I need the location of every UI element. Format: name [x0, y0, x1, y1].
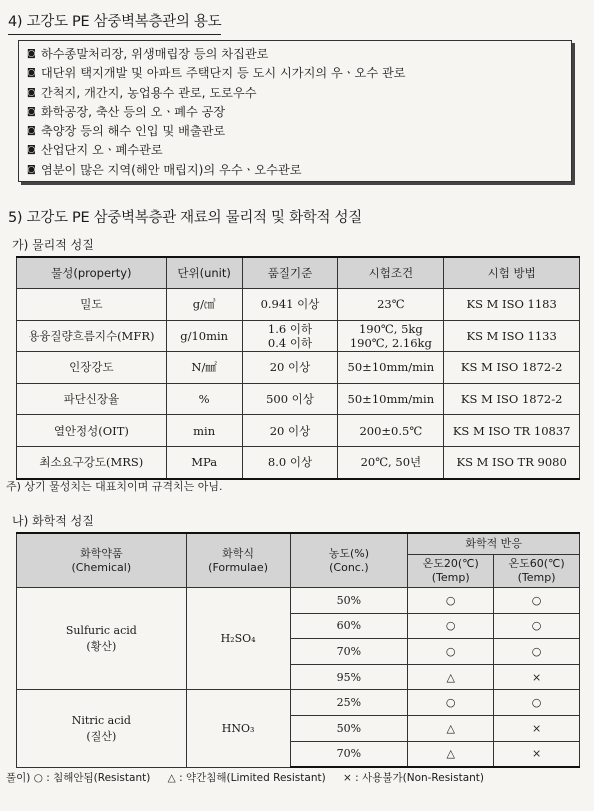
table-cell: 인장강도: [17, 352, 167, 384]
usage-item: [27, 161, 563, 180]
table-cell: 20℃, 50년: [338, 446, 444, 478]
temp20-cell: △: [408, 741, 494, 767]
table-header-row: [17, 257, 580, 289]
chemical-name-cell: Sulfuric acid (황산): [17, 588, 187, 690]
table-cell: KS M ISO 1183: [444, 289, 580, 321]
usage-item: [27, 45, 563, 64]
table-row: [17, 352, 580, 384]
table-row: [17, 383, 580, 415]
table-cell: min: [166, 415, 242, 447]
temp20-cell: △: [408, 664, 494, 690]
table-cell: 500 이상: [242, 383, 338, 415]
section4-title: [8, 10, 221, 31]
usage-item-text: 대단위 택지개발 및 아파트 주택단지 등 도시 시가지의 우ㆍ오수 관로: [41, 66, 406, 81]
temp60-cell: ○: [494, 588, 580, 614]
usage-item-text: 간척지, 개간지, 농업용수 관로, 도로우수: [41, 85, 257, 100]
table-cell: 50±10mm/min: [338, 352, 444, 384]
table-row: [17, 690, 580, 716]
temp60-cell: ×: [494, 741, 580, 767]
header-chemical: 화학약품 (Chemical): [17, 533, 187, 588]
table-cell: KS M ISO 1872-2: [444, 352, 580, 384]
header-cell: 시험 방법: [444, 257, 580, 289]
temp20-cell: ○: [408, 613, 494, 639]
table-cell: g/10min: [166, 320, 242, 352]
chemical-subtitle: 나) 화학적 성질: [12, 514, 94, 528]
header-cell: 품질기준: [242, 257, 338, 289]
legend: [6, 770, 498, 785]
bullet-icon: ◙: [27, 68, 36, 79]
header-temp60: 온도60(℃) (Temp): [494, 555, 580, 588]
table-cell: 열안정성(OIT): [17, 415, 167, 447]
table-row: [17, 446, 580, 478]
header-cell: 단위(unit): [166, 257, 242, 289]
concentration-cell: 70%: [290, 639, 408, 665]
table-cell: 파단신장율: [17, 383, 167, 415]
table-cell: N/㎟: [166, 352, 242, 384]
table-cell: %: [166, 383, 242, 415]
table-header-row: [17, 533, 580, 555]
table-cell: g/㎤: [166, 289, 242, 321]
table-cell: 밀도: [17, 289, 167, 321]
table-cell: KS M ISO 1133: [444, 320, 580, 352]
temp20-cell: ○: [408, 639, 494, 665]
concentration-cell: 50%: [290, 715, 408, 741]
concentration-cell: 95%: [290, 664, 408, 690]
table-cell: 200±0.5℃: [338, 415, 444, 447]
chemical-properties-table: [16, 532, 580, 768]
bullet-icon: ◙: [27, 87, 36, 98]
usage-item-text: 화학공장, 축산 등의 오ㆍ폐수 공장: [41, 105, 226, 120]
temp60-cell: ○: [494, 690, 580, 716]
concentration-cell: 60%: [290, 613, 408, 639]
table-cell: KS M ISO TR 9080: [444, 446, 580, 478]
header-cell: 물성(property): [17, 257, 167, 289]
bullet-icon: ◙: [27, 164, 36, 175]
table-cell: 1.6 이하 0.4 이하: [242, 320, 338, 352]
temp20-cell: ○: [408, 690, 494, 716]
temp60-cell: ×: [494, 715, 580, 741]
table-row: [17, 320, 580, 352]
header-formula: 화학식 (Formulae): [186, 533, 290, 588]
temp20-cell: ○: [408, 588, 494, 614]
concentration-cell: 25%: [290, 690, 408, 716]
table-row: [17, 415, 580, 447]
bullet-icon: ◙: [27, 126, 36, 137]
usage-box: [18, 40, 572, 182]
chemical-table-body: [17, 588, 580, 768]
usage-item-text: 염분이 많은 지역(해안 매립지)의 우수ㆍ오수관로: [41, 162, 302, 177]
table-cell: KS M ISO 1872-2: [444, 383, 580, 415]
physical-table-body: [17, 289, 580, 479]
header-cell: 시험조건: [338, 257, 444, 289]
temp60-cell: ○: [494, 613, 580, 639]
section4-title-text: 4) 고강도 PE 삼중벽복층관의 용도: [8, 14, 222, 30]
table-cell: MPa: [166, 446, 242, 478]
table-cell: 23℃: [338, 289, 444, 321]
temp60-cell: ○: [494, 639, 580, 665]
section5-title: [8, 206, 362, 227]
table-cell: 8.0 이상: [242, 446, 338, 478]
table-cell: 0.941 이상: [242, 289, 338, 321]
usage-item: [27, 84, 563, 103]
usage-item: [27, 141, 563, 160]
formula-cell: H₂SO₄: [186, 588, 290, 690]
chemical-name-cell: Nitric acid (질산): [17, 690, 187, 767]
table-cell: 20 이상: [242, 415, 338, 447]
physical-note: 주) 상기 물성치는 대표치이며 규격치는 아님.: [6, 480, 223, 493]
legend-non-resistant: × : 사용불가(Non-Resistant): [343, 772, 484, 784]
physical-subtitle: 가) 물리적 성질: [12, 238, 94, 252]
physical-properties-table: [16, 256, 580, 480]
temp20-cell: △: [408, 715, 494, 741]
table-row: [17, 588, 580, 614]
section4-title-underline: [8, 34, 221, 35]
bullet-icon: ◙: [27, 49, 36, 59]
table-cell: 190℃, 5kg 190℃, 2.16kg: [338, 320, 444, 352]
legend-resistant: 풀이) ○ : 침해안됨(Resistant): [6, 772, 151, 784]
usage-item-text: 하수종말처리장, 위생매립장 등의 차집관로: [41, 47, 269, 62]
usage-item: [27, 122, 563, 141]
bullet-icon: ◙: [27, 106, 36, 117]
concentration-cell: 50%: [290, 588, 408, 614]
table-cell: 20 이상: [242, 352, 338, 384]
section5-title-text: 5) 고강도 PE 삼중벽복층관 재료의 물리적 및 화학적 성질: [8, 210, 362, 226]
usage-item: [27, 64, 563, 83]
usage-item-text: 축양장 등의 해수 인입 및 배출관로: [41, 124, 226, 139]
concentration-cell: 70%: [290, 741, 408, 767]
header-concentration: 농도(%) (Conc.): [290, 533, 408, 588]
usage-item: [27, 103, 563, 122]
table-cell: KS M ISO TR 10837: [444, 415, 580, 447]
table-cell: 용융질량흐름지수(MFR): [17, 320, 167, 352]
table-row: [17, 289, 580, 321]
table-cell: 50±10mm/min: [338, 383, 444, 415]
usage-item-text: 산업단지 오ㆍ폐수관로: [41, 143, 163, 158]
header-reaction: 화학적 반응: [408, 533, 580, 555]
formula-cell: HNO₃: [186, 690, 290, 767]
legend-limited: △ : 약간침해(Limited Resistant): [167, 772, 326, 784]
temp60-cell: ×: [494, 664, 580, 690]
table-cell: 최소요구강도(MRS): [17, 446, 167, 478]
bullet-icon: ◙: [27, 145, 36, 156]
header-temp20: 온도20(℃) (Temp): [408, 555, 494, 588]
